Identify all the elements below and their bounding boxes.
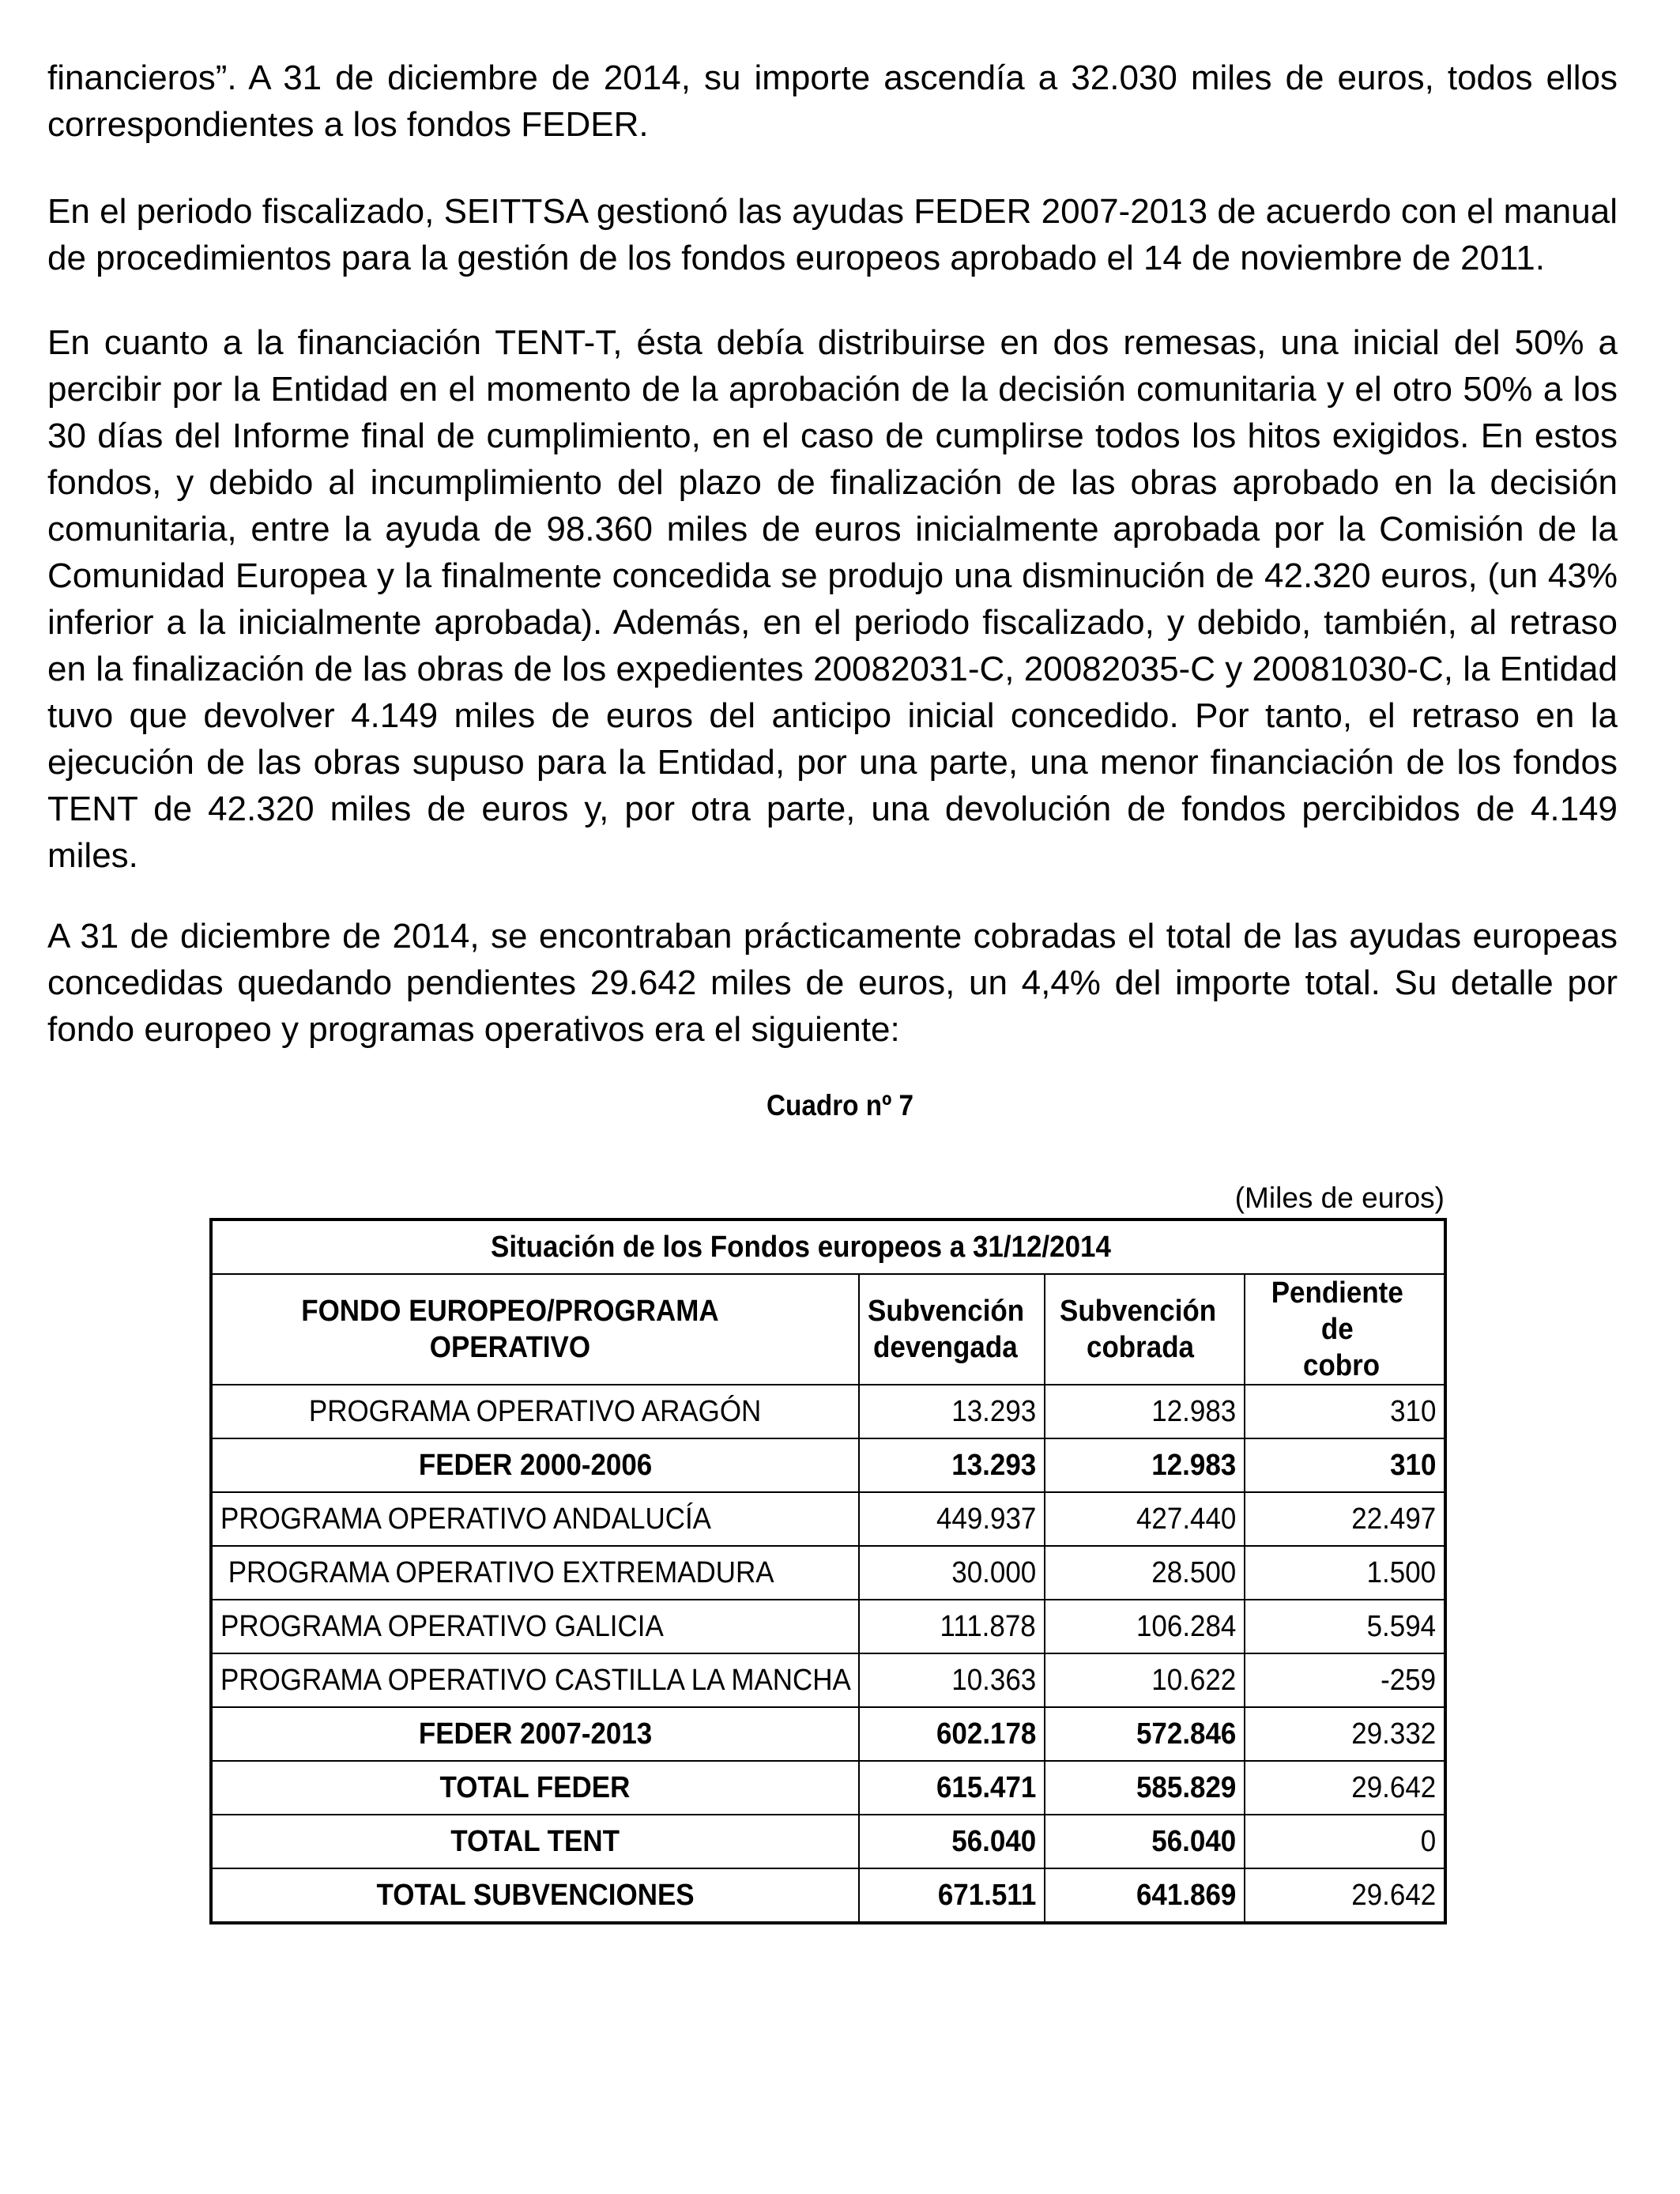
cell-devengada: 13.293 bbox=[859, 1385, 1045, 1438]
cell-cobrada: 585.829 bbox=[1045, 1761, 1245, 1815]
cell-pendiente: 5.594 bbox=[1245, 1600, 1445, 1653]
cell-cobrada: 56.040 bbox=[1045, 1815, 1245, 1868]
cell-pendiente: 29.642 bbox=[1245, 1761, 1445, 1815]
table-row bbox=[211, 1707, 1445, 1761]
cell-pendiente: 22.497 bbox=[1245, 1492, 1445, 1546]
cell-devengada: 449.937 bbox=[859, 1492, 1045, 1546]
cell-pendiente: 0 bbox=[1245, 1815, 1445, 1868]
cell-devengada: 10.363 bbox=[859, 1653, 1045, 1707]
cell-cobrada: 28.500 bbox=[1045, 1546, 1245, 1600]
paragraph: financieros”. A 31 de diciembre de 2014, su importe ascendía a 32.030 miles de euros, todos ellos correspondientes a los fondos FEDER. bbox=[47, 58, 1618, 144]
cell-pendiente: 310 bbox=[1245, 1438, 1445, 1492]
cell-devengada: 615.471 bbox=[859, 1761, 1045, 1815]
table-row bbox=[211, 1438, 1445, 1492]
cell-cobrada: 641.869 bbox=[1045, 1868, 1245, 1923]
cell-devengada: 111.878 bbox=[859, 1600, 1045, 1653]
table-units-note: (Miles de euros) bbox=[1234, 1182, 1445, 1214]
table-row bbox=[211, 1653, 1445, 1707]
cell-devengada: 56.040 bbox=[859, 1815, 1045, 1868]
table-title: Situación de los Fondos europeos a 31/12/2014 bbox=[211, 1220, 1445, 1274]
table-row bbox=[211, 1546, 1445, 1600]
table-row bbox=[211, 1761, 1445, 1815]
cell-devengada: 602.178 bbox=[859, 1707, 1045, 1761]
row-label: PROGRAMA OPERATIVO ARAGÓN bbox=[211, 1385, 859, 1438]
table-title-row bbox=[211, 1220, 1445, 1274]
table-row bbox=[211, 1600, 1445, 1653]
row-label: PROGRAMA OPERATIVO ANDALUCÍA bbox=[211, 1492, 859, 1546]
paragraph: En cuanto a la financiación TENT-T, ésta debía distribuirse en dos remesas, una inicial del 50% a percibir por la Entidad en el momento de la aprobación de la decisión comunitaria y el otro 50% a los 30 días del Informe final de cumplimiento, en el caso de cumplirse todos los hitos exigidos. En estos fondos, y debido al incumplimiento del plazo de finalización de las obras aprobado en la decisión comunitaria, entre la ayuda de 98.360 miles de euros inicialmente aprobada por la Comisión de la Comunidad Europea y la finalmente concedida se produjo una disminución de 42.320 euros, (un 43% inferior a la inicialmente aprobada). Además, en el periodo fiscalizado, y debido, también, al retraso en la finalización de las obras de los expedientes 20082031-C, 20082035-C y 20081030-C, la Entidad tuvo que devolver 4.149 miles de euros del anticipo inicial concedido. Por tanto, el retraso en la ejecución de las obras supuso para la Entidad, por una parte, una menor financiación de los fondos TENT de 42.320 miles de euros y, por otra parte, una devolución de fondos percibidos de 4.149 miles. bbox=[47, 323, 1618, 875]
cell-pendiente: 29.332 bbox=[1245, 1707, 1445, 1761]
cell-cobrada: 106.284 bbox=[1045, 1600, 1245, 1653]
cell-cobrada: 10.622 bbox=[1045, 1653, 1245, 1707]
table-row bbox=[211, 1815, 1445, 1868]
row-label: TOTAL FEDER bbox=[211, 1761, 859, 1815]
column-header-cobrada: Subvención cobrada bbox=[1045, 1274, 1245, 1385]
cell-cobrada: 427.440 bbox=[1045, 1492, 1245, 1546]
cell-pendiente: 310 bbox=[1245, 1385, 1445, 1438]
cell-pendiente: -259 bbox=[1245, 1653, 1445, 1707]
table-row bbox=[211, 1385, 1445, 1438]
column-header-devengada: Subvención devengada bbox=[859, 1274, 1045, 1385]
cell-devengada: 671.511 bbox=[859, 1868, 1045, 1923]
cell-pendiente: 29.642 bbox=[1245, 1868, 1445, 1923]
funds-table bbox=[209, 1218, 1447, 1924]
paragraph: A 31 de diciembre de 2014, se encontraban prácticamente cobradas el total de las ayudas europeas concedidas quedando pendientes 29.642 miles de euros, un 4,4% del importe total. Su detalle por fondo europeo y programas operativos era el siguiente: bbox=[47, 917, 1618, 1049]
row-label: TOTAL TENT bbox=[211, 1815, 859, 1868]
table-row bbox=[211, 1868, 1445, 1923]
row-label: PROGRAMA OPERATIVO CASTILLA LA MANCHA bbox=[211, 1653, 859, 1707]
cell-cobrada: 572.846 bbox=[1045, 1707, 1245, 1761]
row-label: FEDER 2000-2006 bbox=[211, 1438, 859, 1492]
row-label: TOTAL SUBVENCIONES bbox=[211, 1868, 859, 1923]
table-caption: Cuadro nº 7 bbox=[766, 1089, 914, 1122]
row-label: FEDER 2007-2013 bbox=[211, 1707, 859, 1761]
table-header-row bbox=[211, 1274, 1445, 1385]
cell-devengada: 13.293 bbox=[859, 1438, 1045, 1492]
row-label: PROGRAMA OPERATIVO EXTREMADURA bbox=[211, 1546, 859, 1600]
cell-cobrada: 12.983 bbox=[1045, 1385, 1245, 1438]
cell-cobrada: 12.983 bbox=[1045, 1438, 1245, 1492]
column-header-pendiente: Pendiente de cobro bbox=[1245, 1274, 1445, 1385]
cell-pendiente: 1.500 bbox=[1245, 1546, 1445, 1600]
table-row bbox=[211, 1492, 1445, 1546]
paragraph: En el periodo fiscalizado, SEITTSA gestionó las ayudas FEDER 2007-2013 de acuerdo con el manual de procedimientos para la gestión de los fondos europeos aprobado el 14 de noviembre de 2011. bbox=[47, 192, 1618, 277]
cell-devengada: 30.000 bbox=[859, 1546, 1045, 1600]
row-label: PROGRAMA OPERATIVO GALICIA bbox=[211, 1600, 859, 1653]
column-header-label: FONDO EUROPEO/PROGRAMA OPERATIVO bbox=[211, 1274, 859, 1385]
